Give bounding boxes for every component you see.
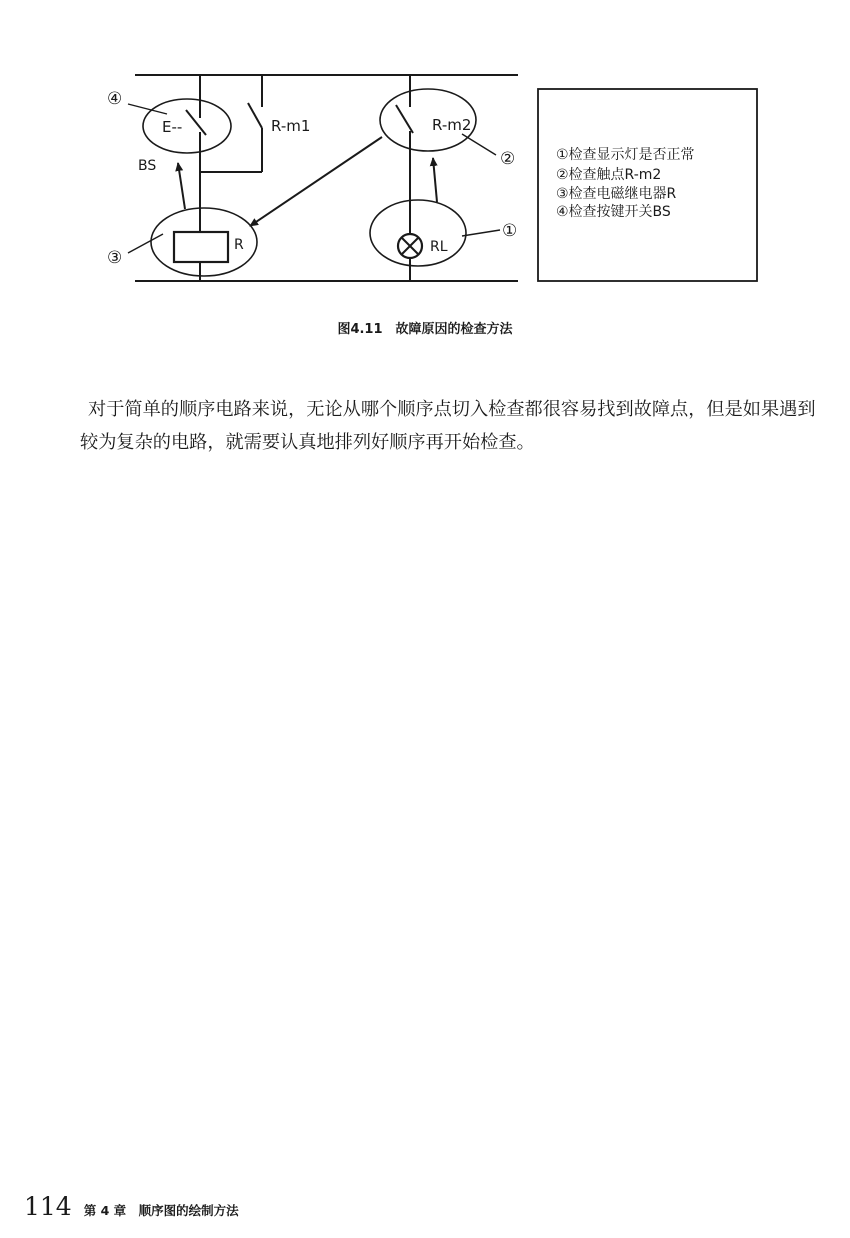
relay-label: R bbox=[234, 237, 244, 253]
legend-item-2: ②检查触点R-m2 bbox=[556, 167, 662, 183]
bs-check-ellipse bbox=[143, 99, 231, 153]
rm1-label: R-m1 bbox=[271, 117, 311, 135]
arrow-relay-to-bs bbox=[178, 163, 185, 209]
arrow-lamp-to-rm2 bbox=[433, 158, 437, 202]
rm1-contact-blade bbox=[248, 103, 262, 128]
body-paragraph-block bbox=[80, 393, 826, 459]
rm2-label: R-m2 bbox=[432, 116, 472, 134]
leader-2 bbox=[462, 134, 496, 155]
bs-switch-blade bbox=[186, 110, 206, 135]
bs-contact-label: E-- bbox=[162, 118, 183, 136]
page-footer bbox=[24, 1192, 239, 1226]
figure-caption: 图4.11 故障原因的检查方法 bbox=[337, 322, 513, 337]
leader-3 bbox=[128, 234, 163, 253]
body-paragraph: 对于简单的顺序电路来说，无论从哪个顺序点切入检查都很容易找到故障点，但是如果遇到较为复杂的电路，就需要认真地排列好顺序再开始检查。 bbox=[80, 399, 816, 453]
arrow-rm2-to-relay bbox=[250, 137, 382, 226]
leader-4 bbox=[128, 104, 167, 114]
chapter-title: 第 4 章 顺序图的绘制方法 bbox=[83, 1203, 239, 1218]
rm2-contact-blade bbox=[396, 105, 413, 133]
callout-3: ③ bbox=[107, 248, 123, 268]
lamp-label: RL bbox=[430, 239, 448, 255]
callout-4: ④ bbox=[107, 89, 123, 109]
legend-box bbox=[538, 89, 757, 281]
legend-item-3: ③检查电磁继电器R bbox=[556, 186, 677, 202]
relay-coil bbox=[174, 232, 228, 262]
leader-1 bbox=[462, 230, 500, 236]
callout-2: ② bbox=[500, 149, 516, 169]
callout-1: ① bbox=[502, 221, 518, 241]
bs-label: BS bbox=[138, 158, 157, 174]
page-number: 114 bbox=[24, 1192, 72, 1221]
fault-check-diagram bbox=[0, 0, 850, 300]
legend-item-1: ①检查显示灯是否正常 bbox=[556, 147, 695, 163]
legend-item-4: ④检查按键开关BS bbox=[556, 204, 671, 220]
